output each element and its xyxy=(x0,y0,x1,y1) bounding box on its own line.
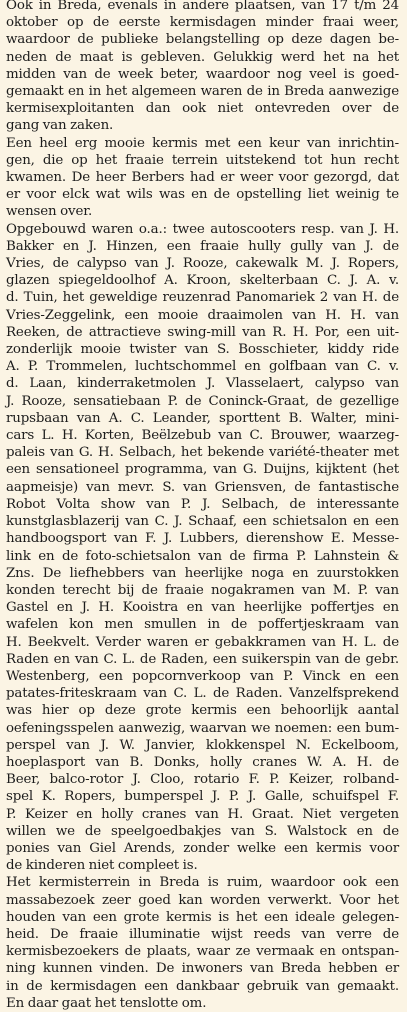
paragraph-weather xyxy=(6,0,399,135)
text-line: Beer, balco-rotor J. Cloo, rotario F. P. Keizer, rolband- xyxy=(6,772,399,788)
text-line: d. Tuin, het geweldige reuzenrad Panomariek 2 van H. de xyxy=(6,290,399,306)
text-line: Ook in Breda, evenals in andere plaatsen, van 17 t/m 24 xyxy=(6,0,399,13)
text-line: perspel van J. W. Janvier, klokkenspel N. Eckelboom, xyxy=(6,737,399,753)
text-line: Gastel en J. H. Kooistra en van heerlijke poffertjes en xyxy=(6,600,399,616)
text-line: spel K. Ropers, bumperspel J. P. J. Galle, schuifspel F. xyxy=(6,789,399,805)
text-line: konden terecht bij de fraaie nogakramen van M. P. van xyxy=(6,582,399,598)
text-line: kermisexploitanten dan ook niet ontevreden over de xyxy=(6,101,399,117)
text-line: d. Laan, kinderraketmolen J. Vlasselaert, calypso van xyxy=(6,376,399,392)
text-line: in de kermisdagen een dankbaar gebruik van gemaakt. xyxy=(6,978,399,994)
text-line: rupsbaan van A. C. Leander, sporttent B. Walter, mini- xyxy=(6,410,399,426)
text-line: cars L. H. Korten, Beëlzebub van C. Brouwer, waarzeg- xyxy=(6,428,399,444)
text-line: Bakker en J. Hinzen, een fraaie hully gully van J. de xyxy=(6,238,399,254)
paragraph-attractions xyxy=(6,221,399,875)
text-line: H. Beekvelt. Verder waren er gebakkramen van H. L. de xyxy=(6,634,399,650)
paragraph-conclusion xyxy=(6,874,399,1012)
text-line: Raden en van C. L. de Raden, een suikerspin van de gebr. xyxy=(6,651,399,667)
text-line: A. P. Trommelen, luchtschommel en golfbaan van C. v. xyxy=(6,359,399,375)
text-line: Het kermisterrein in Breda is ruim, waardoor ook een xyxy=(6,875,399,891)
text-line: Vries, de calypso van J. Rooze, cakewalk M. J. Ropers, xyxy=(6,256,399,272)
text-line: waardoor de publieke belangstelling op deze dagen be- xyxy=(6,32,399,48)
text-line: was hier op deze grote kermis een behoorlijk aantal xyxy=(6,703,399,719)
text-line: Opgebouwd waren o.a.: twee autoscooters resp. van J. H. xyxy=(6,221,399,237)
text-line: gemaakt en in het algemeen waren de in Breda aanwezige xyxy=(6,84,399,100)
text-line: Een heel erg mooie kermis met een keur van inrichtin- xyxy=(6,135,399,151)
text-line: massabezoek zeer goed kan worden verwerkt. Voor het xyxy=(6,892,399,908)
text-line: Vries-Zeggelink, een mooie draaimolen van H. H. van xyxy=(6,307,399,323)
text-line: kermisbezoekers de plaats, waar ze vermaak en ontspan- xyxy=(6,944,399,960)
text-line: Zns. De liefhebbers van heerlijke noga en zuurstokken xyxy=(6,565,399,581)
text-line: een sensationeel programma, van G. Duijns, kijktent (het xyxy=(6,462,399,478)
text-line: handboogsport van F. J. Lubbers, dierenshow E. Messe- xyxy=(6,531,399,547)
text-line: zonderlijk mooie twister van S. Bosschieter, kiddy ride xyxy=(6,342,399,358)
paragraph-overview xyxy=(6,135,399,221)
text-line: ponies van Giel Arends, zonder welke een kermis voor xyxy=(6,840,399,856)
text-line: de kinderen niet compleet is. xyxy=(6,858,198,874)
text-line: willen we de speelgoedbakjes van S. Walstock en de xyxy=(6,823,399,839)
text-line: er voor elck wat wils was en de opstelling liet weinig te xyxy=(6,187,399,203)
text-line: aapmeisje) van mevr. S. van Griensven, de fantastische xyxy=(6,479,399,495)
text-line: P. Keizer en holly cranes van H. Graat. Niet vergeten xyxy=(6,806,399,822)
text-line: En daar gaat het tenslotte om. xyxy=(6,995,207,1011)
text-line: houden van een grote kermis is het een ideale gelegen- xyxy=(6,909,399,925)
text-line: patates-friteskraam van C. L. de Raden. Vanzelfsprekend xyxy=(6,686,399,702)
text-line: gen, die op het fraaie terrein uitstekend tot hun recht xyxy=(6,152,399,168)
text-line: hoeplasport van B. Donks, holly cranes W. A. H. de xyxy=(6,754,399,770)
text-line: wensen over. xyxy=(6,204,93,220)
text-line: glazen spiegeldoolhof A. Kroon, skelterbaan C. J. A. v. xyxy=(6,273,399,289)
text-line: paleis van G. H. Selbach, het bekende variété-theater met xyxy=(6,445,399,461)
text-line: ning kunnen vinden. De inwoners van Breda hebben er xyxy=(6,961,399,977)
text-line: J. Rooze, sensatiebaan P. de Coninck-Graat, de gezellige xyxy=(6,393,399,409)
text-line: link en de foto-schietsalon van de firma P. Lahnstein & xyxy=(6,548,399,564)
text-line: midden van de week beter, waardoor nog veel is goed- xyxy=(6,66,399,82)
text-line: gang van zaken. xyxy=(6,118,114,134)
text-line: kunstglasblazerij van C. J. Schaaf, een schietsalon en een xyxy=(6,514,399,530)
text-line: Westenberg, een popcornverkoop van P. Vinck en een xyxy=(6,668,399,684)
article-column xyxy=(6,0,399,1012)
text-line: neden de maat is gebleven. Gelukkig werd het na het xyxy=(6,49,399,65)
text-line: wafelen kon men smullen in de poffertjeskraam van xyxy=(6,617,399,633)
text-line: heid. De fraaie illuminatie wijst reeds van verre de xyxy=(6,926,399,942)
text-line: oktober op de eerste kermisdagen minder fraai weer, xyxy=(6,15,399,31)
text-line: Robot Volta show van P. J. Selbach, de interessante xyxy=(6,496,399,512)
text-line: Reeken, de attractieve swing-mill van R. H. Por, een uit- xyxy=(6,324,399,340)
text-line: kwamen. De heer Berbers had er weer voor gezorgd, dat xyxy=(6,170,399,186)
text-line: oefeningsspelen aanwezig, waarvan we noemen: een bum- xyxy=(6,720,399,736)
